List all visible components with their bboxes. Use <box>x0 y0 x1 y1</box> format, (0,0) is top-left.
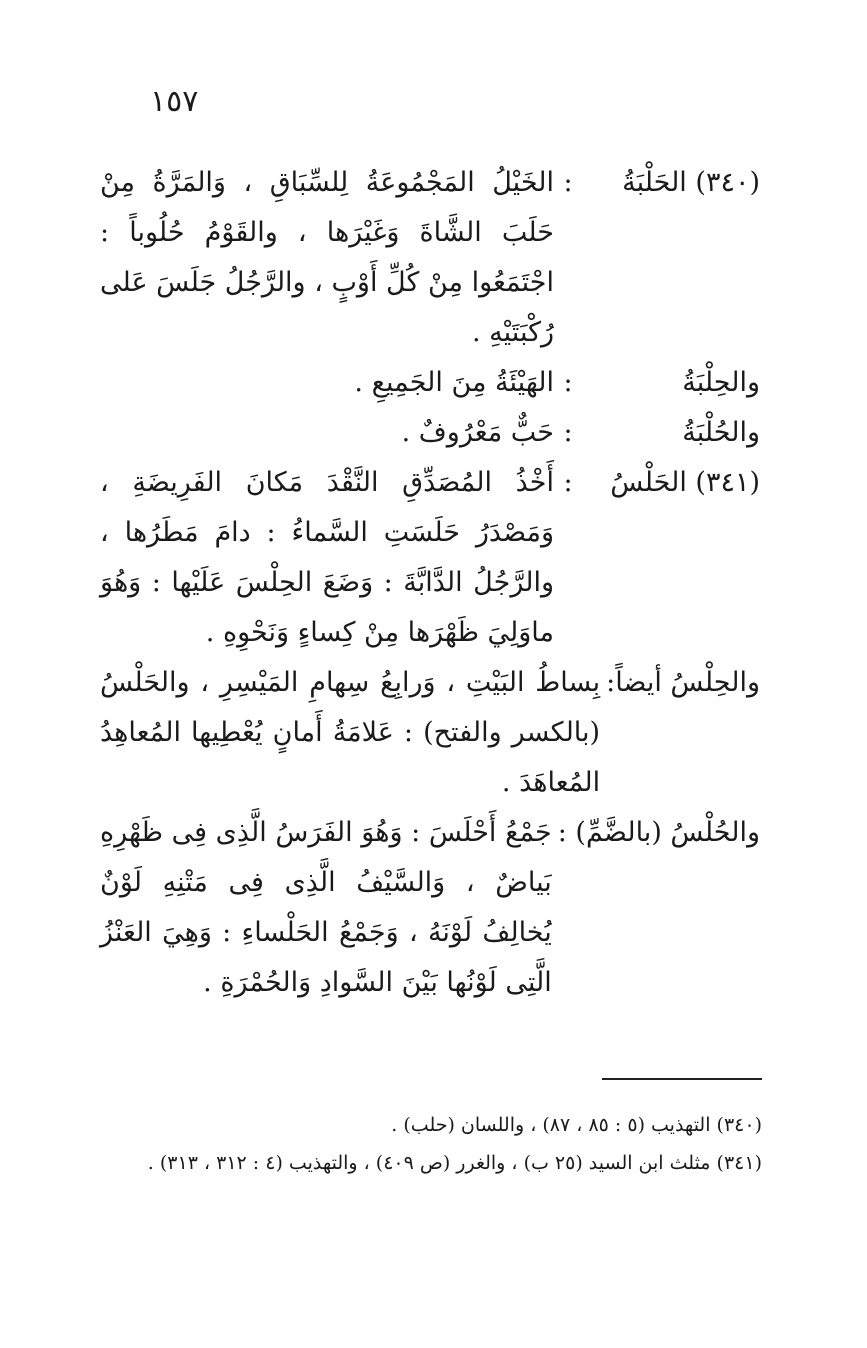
entry-341-hals <box>100 458 760 658</box>
entry-headword: (٣٤١) الحَلْسُ <box>610 467 760 498</box>
entry-340-halbah <box>100 158 760 358</box>
entry-definition: الهَيْئَةُ مِنَ الجَمِيعِ . <box>354 367 554 398</box>
entry-separator: : <box>563 367 573 398</box>
entry-definition: حَبٌّ مَعْرُوفٌ . <box>401 417 554 448</box>
entry-definition: أَخْذُ المُصَدِّقِ النَّقْدَ مَكانَ الفَرِيضَةِ ، وَمَصْدَرُ حَلَسَتِ السَّماءُ : دامَ مَطَرُها ، والرَّجُلُ الدَّابَّةَ : وَضَعَ الحِلْسَ عَلَيْها : وَهُوَ ماوَلِيَ ظَهْرَها مِنْ كِساءٍ وَنَحْوِهِ . <box>100 467 554 648</box>
footnotes <box>100 1078 762 1182</box>
dictionary-entries <box>100 158 760 1008</box>
entry-headword: والحُلْسُ (بالضَّمِّ) : <box>557 817 760 848</box>
entry-separator: : <box>563 167 573 198</box>
entry-separator: : <box>563 417 573 448</box>
entry-headword: والحُلْبَةُ <box>682 417 760 448</box>
footnote-341: (٣٤١) مثلث ابن السيد (٢٥ ب) ، والغرر (ص ٤٠٩) ، والتهذيب (٤ : ٣١٢ ، ٣١٣) . <box>147 1152 762 1174</box>
entry-hils-aydan <box>100 658 760 808</box>
entry-huls-damm <box>100 808 760 1008</box>
entry-definition: الخَيْلُ المَجْمُوعَةُ لِلسِّبَاقِ ، وَالمَرَّةُ مِنْ حَلَبَ الشَّاةَ وَغَيْرَها ، والقَوْمُ حُلُوباً : اجْتَمَعُوا مِنْ كُلِّ أَوْبٍ ، والرَّجُلُ جَلَسَ عَلى رُكْبَتَيْهِ . <box>100 167 554 348</box>
entry-separator: : <box>563 467 573 498</box>
entry-definition: جَمْعُ أَحْلَسَ : وَهُوَ الفَرَسُ الَّذِى فِى ظَهْرِهِ بَياضٌ ، وَالسَّيْفُ الَّذِى فِى مَتْنِهِ لَوْنٌ يُخالِفُ لَوْنَهُ ، وَجَمْعُ الحَلْساءِ : وَهِيَ العَنْزُ الَّتِى لَوْنُها بَيْنَ السَّوادِ وَالحُمْرَةِ . <box>100 817 552 998</box>
footnote-divider <box>602 1078 762 1080</box>
page-number: ١٥٧ <box>150 84 199 119</box>
entry-hulbah <box>100 408 760 458</box>
footnote-340: (٣٤٠) التهذيب (٥ : ٨٥ ، ٨٧) ، واللسان (حلب) . <box>391 1114 762 1136</box>
entry-headword: والحِلْبَةُ <box>682 367 760 398</box>
entry-hilbah <box>100 358 760 408</box>
entry-headword: (٣٤٠) الحَلْبَةُ <box>622 167 760 198</box>
entry-headword: والحِلْسُ أيضاً: <box>606 667 760 698</box>
entry-definition: بِساطُ البَيْتِ ، وَرابِعُ سِهامِ المَيْسِرِ ، والحَلْسُ (بالكسر والفتح) : عَلامَةُ أَمانٍ يُعْطِيها المُعاهِدُ المُعاهَدَ . <box>100 667 601 798</box>
